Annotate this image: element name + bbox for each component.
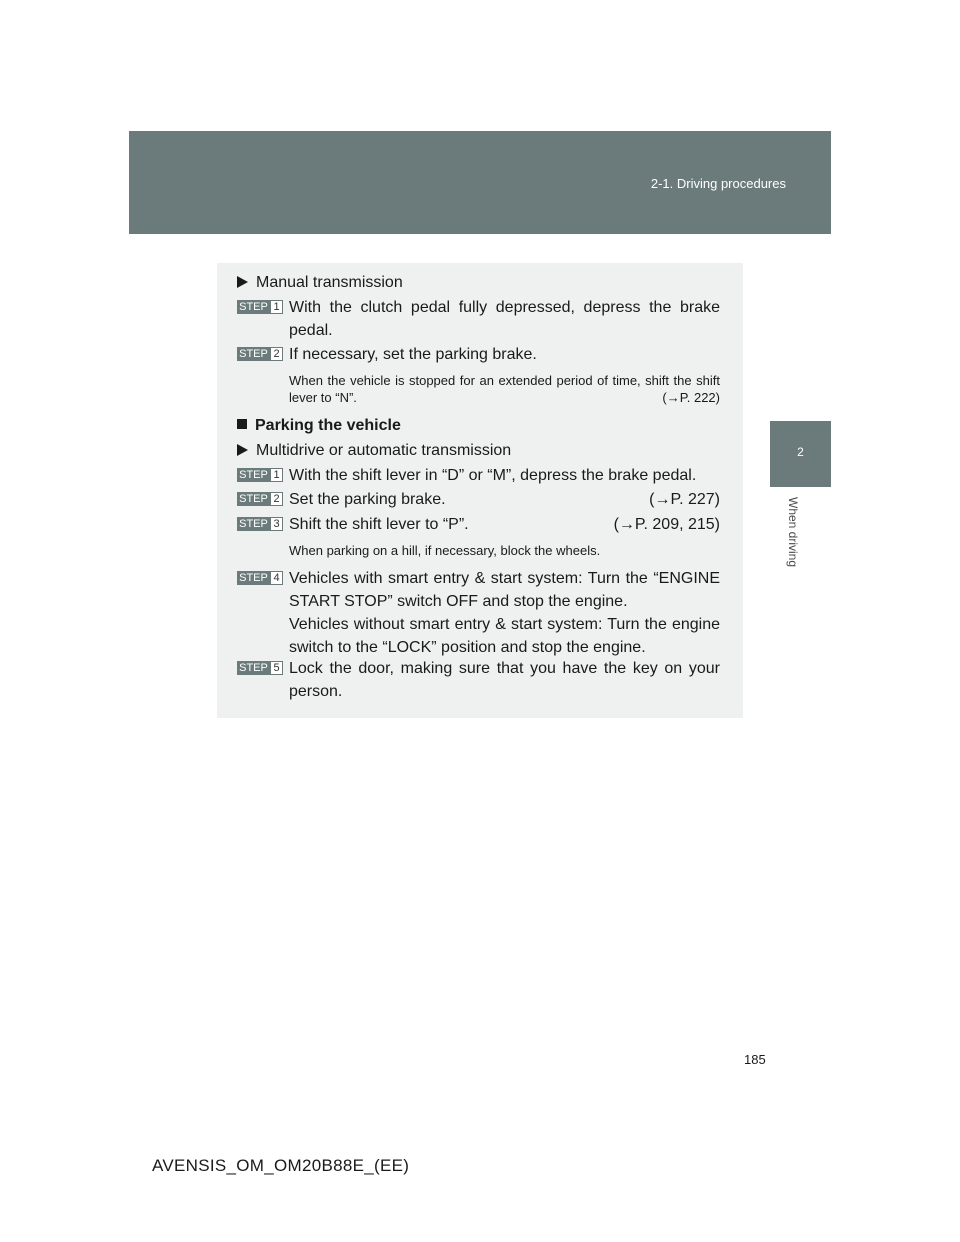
chapter-label: When driving [786,497,800,568]
step-4-text-b: Vehicles without smart entry & start system: Turn the engine switch to the “LOCK” position and stop the engine. [289,616,720,656]
square-bullet-icon [237,419,247,429]
step-badge: STEP 5 [237,661,283,675]
parking-section-title: Parking the vehicle [237,415,401,437]
step-4-text-a: Vehicles with smart entry & start system: Turn the “ENGINE START STOP” switch OFF and stop the engine. [289,570,720,610]
step-badge: STEP 2 [237,492,283,506]
manual-step-1-text: With the clutch pedal fully depressed, depress the brake pedal. [289,299,720,339]
chapter-number: 2 [797,445,804,459]
instruction-panel [217,263,743,718]
manual-heading: Manual transmission [237,272,403,294]
section-title: 2-1. Driving procedures [650,176,786,191]
triangle-bullet-icon [237,276,248,288]
page-reference: (→P. 209, 215) [613,516,720,533]
page-number: 185 [744,1052,766,1067]
page-reference: (→P. 222) [662,390,720,405]
auto-step-1-text: With the shift lever in “D” or “M”, depress the brake pedal. [289,467,697,484]
step-5-text: Lock the door, making sure that you have the key on your person. [289,660,720,700]
auto-step-3: Shift the shift lever to “P”. (→P. 209, 215) [289,513,720,536]
step-badge: STEP 1 [237,300,283,314]
chapter-side-label [786,497,800,597]
auto-heading: Multidrive or automatic transmission [237,440,511,462]
document-code: AVENSIS_OM_OM20B88E_(EE) [152,1156,410,1175]
step-badge: STEP 2 [237,347,283,361]
auto-note: When parking on a hill, if necessary, block the wheels. [289,543,601,558]
page-reference: (→P. 227) [649,491,720,508]
triangle-bullet-icon [237,444,248,456]
auto-step-2: Set the parking brake. (→P. 227) [289,488,720,511]
step-badge: STEP 4 [237,571,283,585]
manual-step-2-text: If necessary, set the parking brake. [289,346,537,363]
step-badge: STEP 3 [237,517,283,531]
step-badge: STEP 1 [237,468,283,482]
manual-note: When the vehicle is stopped for an extended period of time, shift the shift lever to “N”. (→P. 222) [289,373,720,405]
section-header [129,131,831,234]
chapter-tab [770,421,831,487]
